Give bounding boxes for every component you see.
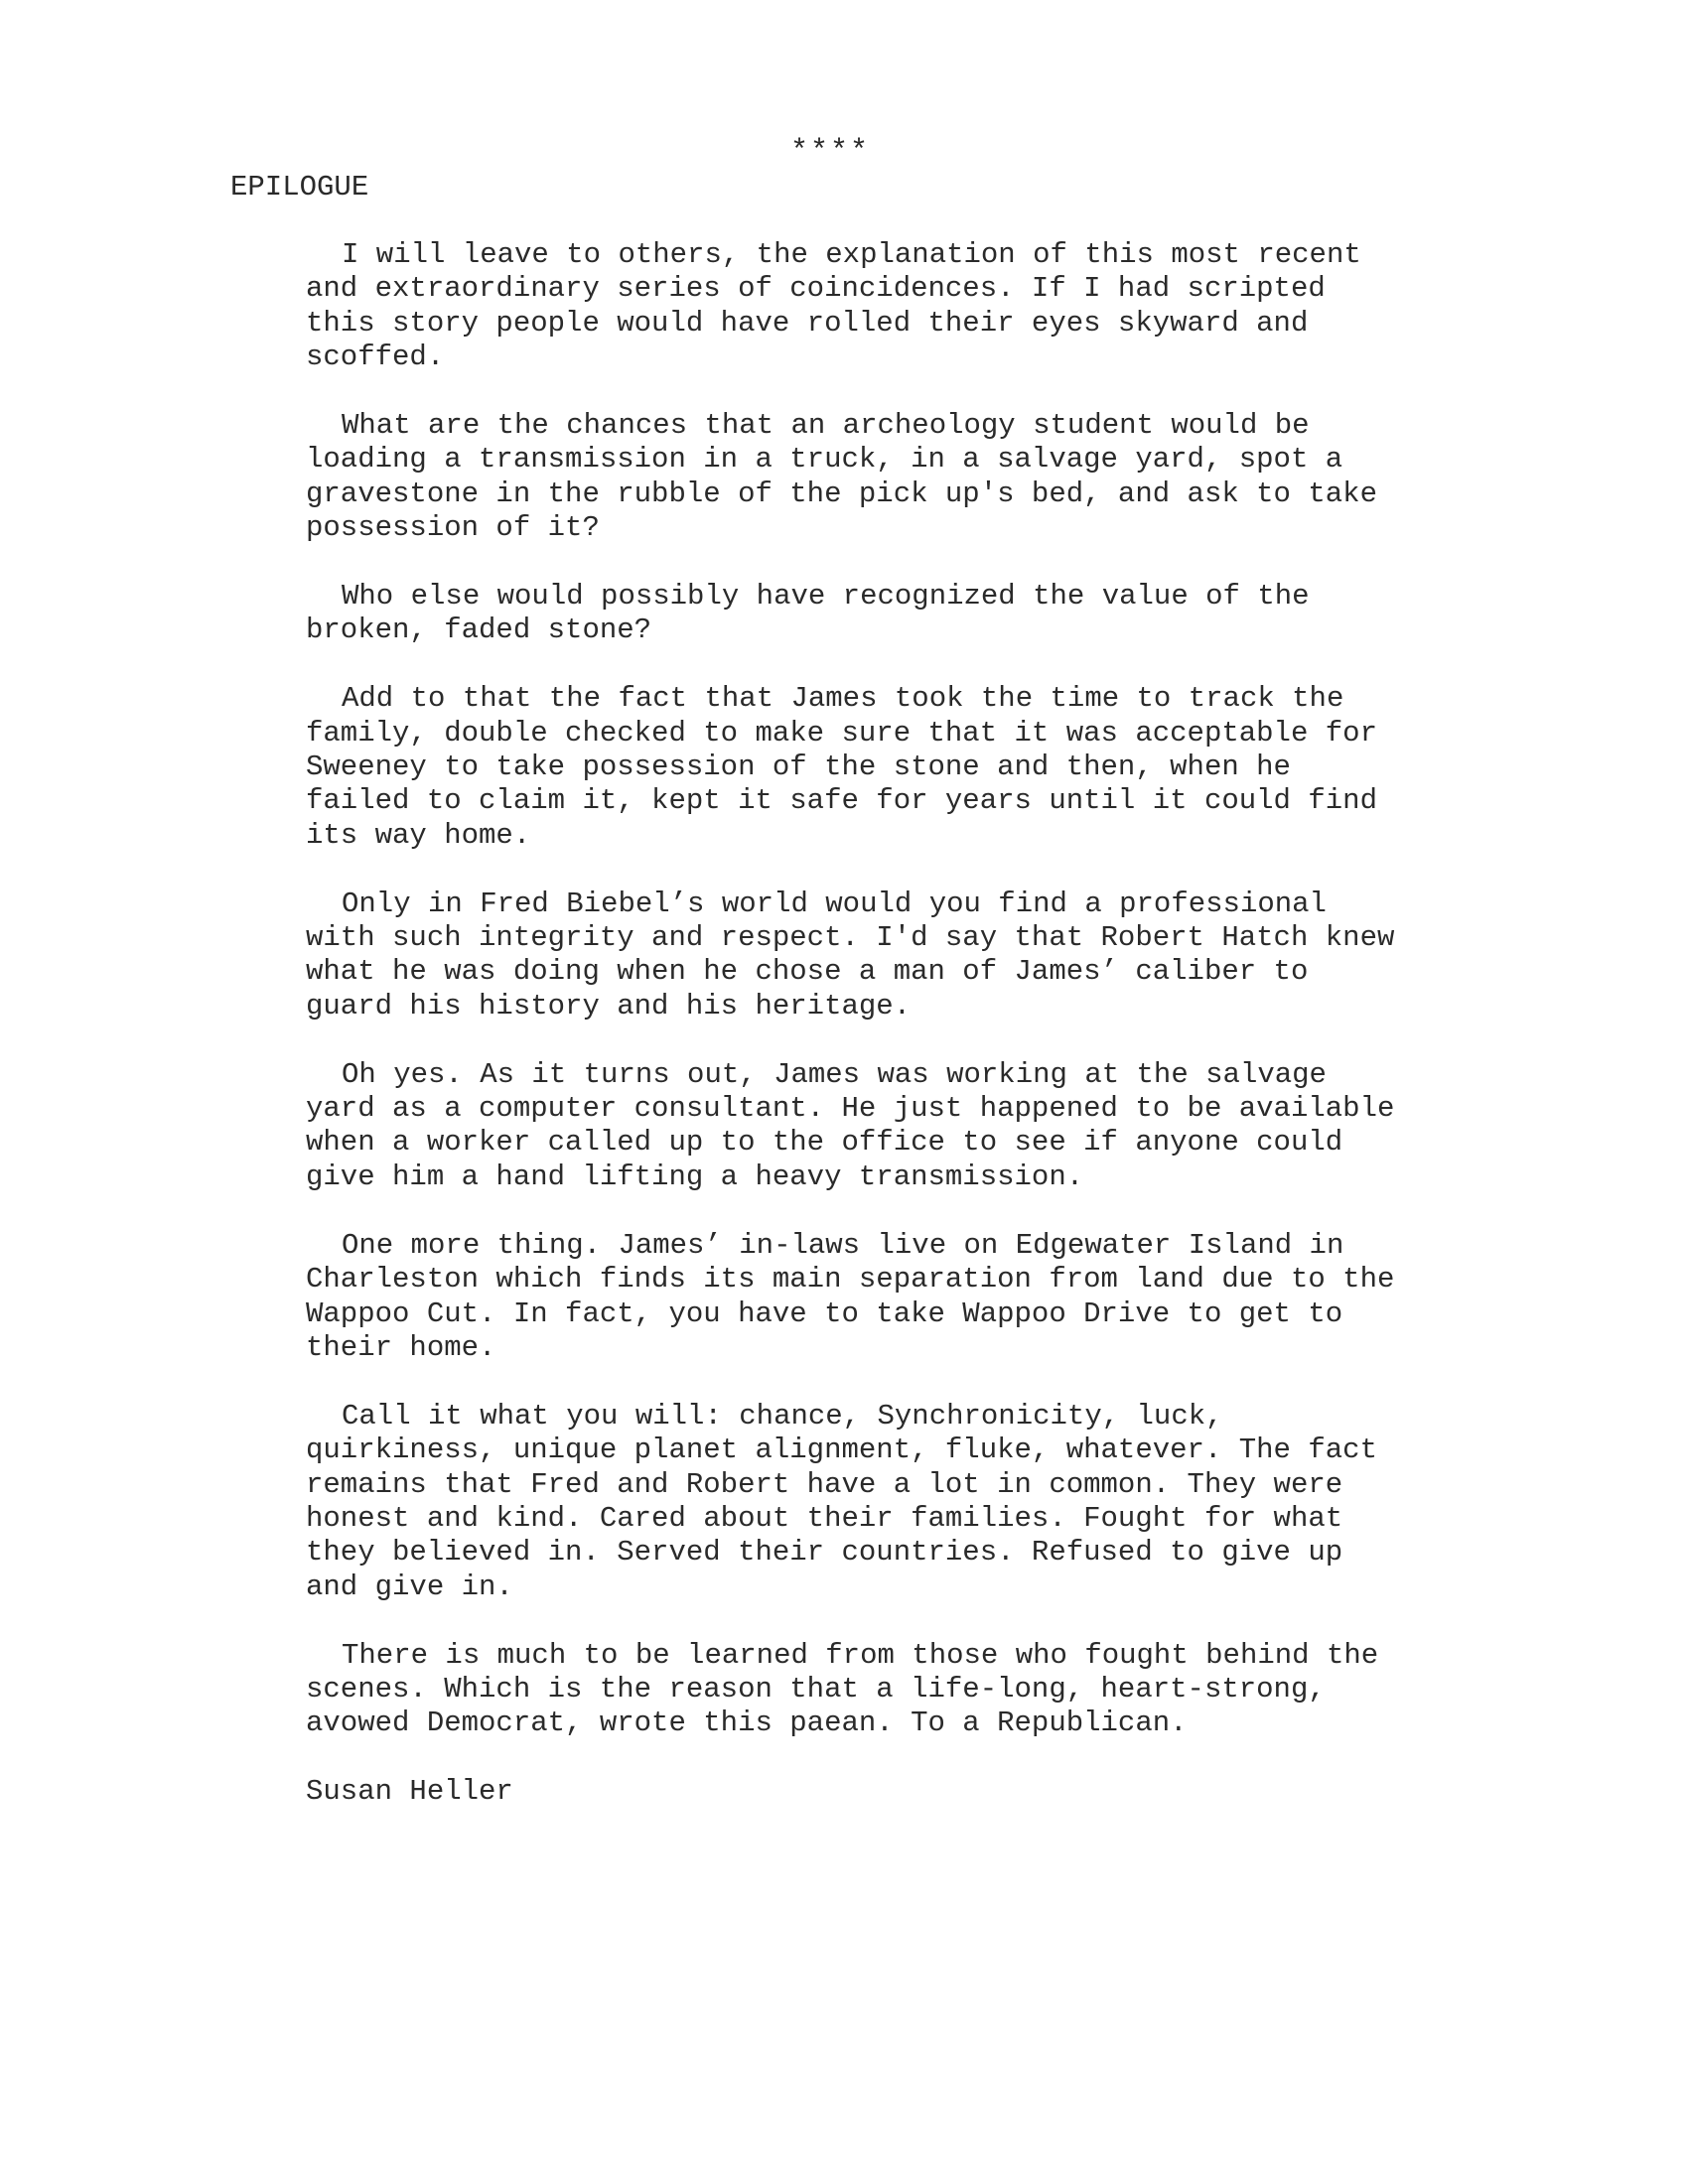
paragraph: Oh yes. As it turns out, James was working at the salvage yard as a computer consultant. He just happened to be available when a worker called up to the office to see if anyone could give him a hand lifting a heavy transmission. — [306, 1057, 1395, 1193]
paragraph: There is much to be learned from those who fought behind the scenes. Which is the reason that a life-long, heart-strong, avowed Democrat, wrote this paean. To a Republican. — [306, 1638, 1379, 1740]
paragraph: What are the chances that an archeology student would be loading a transmission in a truck, in a salvage yard, spot a gravestone in the rubble of the pick up's bed, and ask to take possession of it? — [306, 409, 1377, 545]
paragraph: Call it what you will: chance, Synchronicity, luck, quirkiness, unique planet alignment, fluke, whatever. The fact remains that Fred and Robert have a lot in common. They were honest and kind. Cared about their families. Fought for what they believed in. Served their countries. Refused to give up and give in. — [306, 1399, 1377, 1603]
paragraph: Only in Fred Biebel’s world would you find a professional with such integrity and respect. I'd say that Robert Hatch knew what he was doing when he chose a man of James’ caliber to guard his history and his heritage. — [306, 887, 1395, 1023]
paragraph: One more thing. James’ in-laws live on Edgewater Island in Charleston which finds its main separation from land due to the Wappoo Cut. In fact, you have to take Wappoo Drive to get to their home. — [306, 1228, 1395, 1364]
paragraph: Add to that the fact that James took the time to track the family, double checked to make sure that it was acceptable for Sweeney to take possession of the stone and then, when he failed to claim it, kept it safe for years until it could find its way home. — [306, 682, 1377, 852]
chapter-heading: EPILOGUE — [230, 171, 369, 204]
author-signature: Susan Heller — [306, 1775, 513, 1809]
paragraph: I will leave to others, the explanation of this most recent and extraordinary series of coincidences. If I had scripted this story people would have rolled their eyes skyward and scoffed. — [306, 238, 1361, 374]
section-separator: **** — [789, 135, 870, 169]
epilogue-body — [306, 238, 1487, 1810]
paragraph: Who else would possibly have recognized the value of the broken, faded stone? — [306, 580, 1310, 647]
